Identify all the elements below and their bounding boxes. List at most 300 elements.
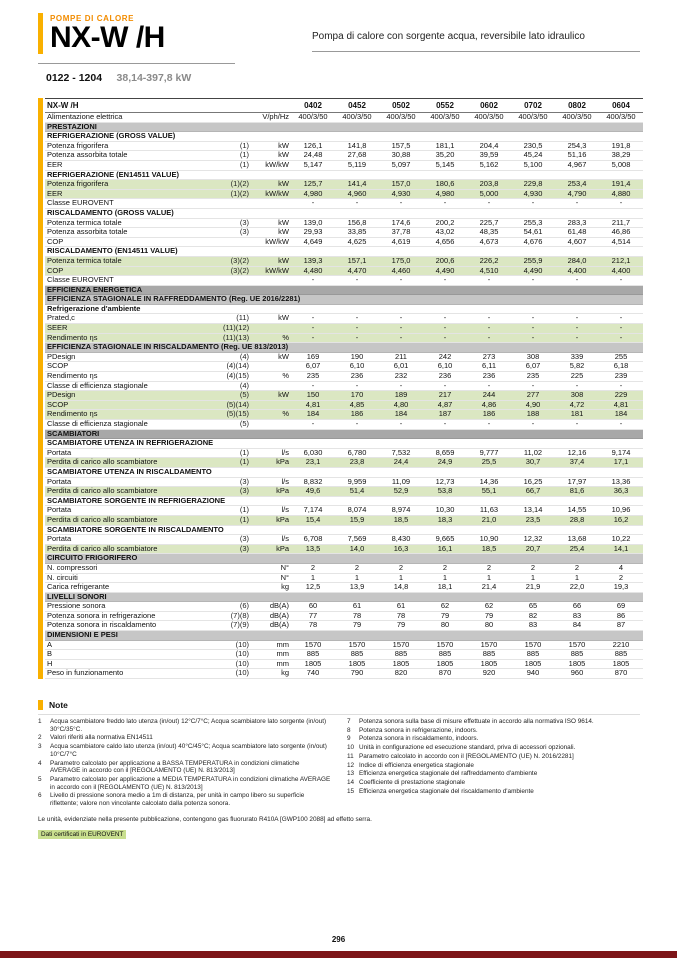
spec-unit — [251, 276, 291, 286]
spec-row — [45, 583, 643, 593]
spec-unit: kW — [251, 218, 291, 228]
spec-value: 308 — [511, 352, 555, 362]
spec-value: 400/3/50 — [599, 113, 643, 123]
spec-ref: (1) — [221, 151, 251, 161]
section-label: SCAMBIATORI — [45, 429, 643, 439]
spec-value: 4,967 — [555, 160, 599, 170]
spec-value: - — [555, 333, 599, 343]
spec-value: 885 — [423, 650, 467, 660]
spec-value: 4,81 — [599, 400, 643, 410]
spec-value: 18,5 — [379, 515, 423, 525]
spec-label: H — [45, 659, 221, 669]
spec-value: 4 — [599, 563, 643, 573]
spec-row — [45, 400, 643, 410]
spec-value: 45,24 — [511, 151, 555, 161]
spec-row — [45, 515, 643, 525]
spec-value: 239 — [599, 372, 643, 382]
spec-value: - — [555, 276, 599, 286]
spec-value: 188 — [511, 410, 555, 420]
spec-value: 83 — [555, 611, 599, 621]
spec-unit: V/ph/Hz — [251, 113, 291, 123]
spec-value: 1570 — [511, 640, 555, 650]
spec-value: 79 — [379, 621, 423, 631]
spec-value: 9,959 — [335, 477, 379, 487]
spec-row — [45, 372, 643, 382]
table-title: NX-W /H — [45, 99, 221, 113]
spec-value: 4,490 — [511, 266, 555, 276]
spec-value: 1570 — [291, 640, 335, 650]
spec-row — [45, 535, 643, 545]
spec-value: 4,607 — [555, 237, 599, 247]
spec-value: - — [291, 276, 335, 286]
spec-unit: % — [251, 410, 291, 420]
spec-label: Perdita di carico allo scambiatore — [45, 515, 221, 525]
spec-ref: (5) — [221, 420, 251, 430]
spec-value: 156,8 — [335, 218, 379, 228]
spec-value: 66 — [555, 602, 599, 612]
spec-value: 79 — [467, 611, 511, 621]
spec-ref: (11) — [221, 314, 251, 324]
spec-value: - — [423, 314, 467, 324]
spec-unit: mm — [251, 640, 291, 650]
note-number: 3 — [38, 743, 42, 751]
spec-value: 255,3 — [511, 218, 555, 228]
spec-value: 37,78 — [379, 228, 423, 238]
spec-value: 16,3 — [379, 544, 423, 554]
spec-value: 13,9 — [335, 583, 379, 593]
spec-value: 18,3 — [423, 515, 467, 525]
spec-label: Potenza termica totale — [45, 256, 221, 266]
spec-ref: (11)(13) — [223, 333, 250, 342]
spec-label: Portata — [45, 448, 221, 458]
model-header-row — [45, 99, 643, 113]
spec-value: 203,8 — [467, 180, 511, 190]
spec-value: 60 — [291, 602, 335, 612]
spec-value: 52,9 — [379, 487, 423, 497]
spec-label: Prated,c — [45, 314, 221, 324]
power-range: 38,14-397,8 kW — [116, 72, 192, 84]
spec-value: 24,48 — [291, 151, 335, 161]
spec-label: Potenza frigorifera — [45, 180, 221, 190]
spec-value: 157,0 — [379, 180, 423, 190]
spec-value: 13,68 — [555, 535, 599, 545]
spec-ref: (5) — [221, 391, 251, 401]
spec-value: 2 — [379, 563, 423, 573]
spec-value: 1570 — [555, 640, 599, 650]
spec-value: - — [423, 333, 467, 343]
spec-ref: (4) — [221, 352, 251, 362]
spec-value: 5,100 — [511, 160, 555, 170]
spec-unit — [251, 362, 291, 372]
section-header-row — [45, 496, 643, 506]
spec-row — [45, 160, 643, 170]
spec-ref: (4)(14) — [221, 362, 251, 372]
note-text: Efficienza energetica stagionale del riscaldamento d'ambiente — [359, 787, 534, 795]
spec-value: 46,86 — [599, 228, 643, 238]
spec-row — [45, 381, 643, 391]
spec-row — [45, 544, 643, 554]
spec-value: 27,68 — [335, 151, 379, 161]
spec-value: 7,532 — [379, 448, 423, 458]
spec-value: 920 — [467, 669, 511, 679]
spec-value: 273 — [467, 352, 511, 362]
spec-value: 37,4 — [555, 458, 599, 468]
spec-value: 211,7 — [599, 218, 643, 228]
spec-value: 81,6 — [555, 487, 599, 497]
section-label: SCAMBIATORE SORGENTE IN REFRIGERAZIONE — [45, 496, 643, 506]
note-item — [38, 776, 331, 791]
spec-value: 212,1 — [599, 256, 643, 266]
spec-unit: kW — [251, 391, 291, 401]
spec-value: 1570 — [467, 640, 511, 650]
section-label: EFFICIENZA ENERGETICA — [45, 285, 643, 295]
spec-label: A — [45, 640, 221, 650]
spec-ref: (3) — [221, 228, 251, 238]
spec-value: 244 — [467, 391, 511, 401]
page-number: 296 — [331, 935, 346, 944]
spec-row — [45, 621, 643, 631]
spec-value: 1805 — [511, 659, 555, 669]
spec-value: 4,470 — [335, 266, 379, 276]
section-header-row — [45, 122, 643, 132]
section-header-row — [45, 304, 643, 314]
spec-value: 870 — [599, 669, 643, 679]
spec-value: - — [335, 314, 379, 324]
spec-row — [45, 410, 643, 420]
model-col-header: 0502 — [379, 99, 423, 113]
spec-row — [45, 563, 643, 573]
spec-value: 400/3/50 — [291, 113, 335, 123]
section-header-row — [45, 429, 643, 439]
spec-row — [45, 669, 643, 679]
spec-value: 790 — [335, 669, 379, 679]
spec-unit: N° — [251, 563, 291, 573]
spec-ref: (1)(2) — [221, 189, 251, 199]
note-number: 14 — [347, 778, 355, 786]
spec-value: 29,93 — [291, 228, 335, 238]
notes-title: Note — [38, 700, 640, 710]
note-item — [38, 743, 331, 758]
spec-value: 16,1 — [423, 544, 467, 554]
spec-value: 187 — [423, 410, 467, 420]
spec-ref — [221, 276, 251, 286]
spec-value: - — [467, 314, 511, 324]
spec-value: 8,074 — [335, 506, 379, 516]
spec-value: - — [599, 324, 643, 334]
spec-ref: (1) — [221, 448, 251, 458]
spec-value: 17,1 — [599, 458, 643, 468]
spec-ref: (4)(15) — [221, 372, 251, 382]
spec-value: - — [291, 420, 335, 430]
spec-ref — [221, 237, 251, 247]
section-header-row — [45, 554, 643, 564]
spec-value: - — [335, 333, 379, 343]
spec-value: 174,6 — [379, 218, 423, 228]
spec-unit: kW — [251, 180, 291, 190]
spec-label: EER — [45, 189, 221, 199]
spec-value: 1805 — [335, 659, 379, 669]
spec-unit: kW — [251, 228, 291, 238]
spec-value: - — [291, 199, 335, 209]
spec-unit: kg — [251, 583, 291, 593]
spec-value: 6,01 — [379, 362, 423, 372]
spec-row — [45, 266, 643, 276]
spec-value: - — [379, 420, 423, 430]
spec-ref: (7)(8) — [221, 611, 251, 621]
spec-row — [45, 573, 643, 583]
spec-label: Classe di efficienza stagionale — [45, 420, 221, 430]
spec-value: 1805 — [467, 659, 511, 669]
section-header-row — [45, 132, 643, 142]
spec-value: - — [511, 324, 555, 334]
spec-value: 175,0 — [379, 256, 423, 266]
spec-unit — [251, 400, 291, 410]
spec-value: 14,1 — [599, 544, 643, 554]
spec-row — [45, 650, 643, 660]
spec-value: - — [511, 381, 555, 391]
spec-value: 229 — [599, 391, 643, 401]
spec-value: 1570 — [335, 640, 379, 650]
spec-value: 1805 — [599, 659, 643, 669]
spec-value: 235 — [291, 372, 335, 382]
section-label: REFRIGERAZIONE (EN14511 VALUE) — [45, 170, 643, 180]
section-header-row — [45, 467, 643, 477]
spec-unit: l/s — [251, 506, 291, 516]
spec-value: 9,665 — [423, 535, 467, 545]
spec-value: 1805 — [423, 659, 467, 669]
spec-value: - — [335, 199, 379, 209]
spec-unit — [251, 420, 291, 430]
spec-value: 225,7 — [467, 218, 511, 228]
spec-label: Classe EUROVENT — [45, 199, 221, 209]
title-text — [50, 13, 165, 54]
spec-label: Rendimento ηs — [45, 410, 221, 420]
spec-value: 35,20 — [423, 151, 467, 161]
spec-table-wrap — [38, 98, 640, 679]
spec-value: 8,430 — [379, 535, 423, 545]
spec-row — [45, 640, 643, 650]
spec-value: 1 — [423, 573, 467, 583]
spec-row — [45, 113, 643, 123]
model-col-header: 0604 — [599, 99, 643, 113]
section-header-row — [45, 343, 643, 353]
spec-value: 4,880 — [599, 189, 643, 199]
spec-value: 1 — [555, 573, 599, 583]
spec-value: - — [291, 381, 335, 391]
spec-value: - — [467, 199, 511, 209]
spec-ref: (5)(14) — [221, 400, 251, 410]
spec-value: 11,63 — [467, 506, 511, 516]
spec-value: - — [511, 314, 555, 324]
spec-value: 4,72 — [555, 400, 599, 410]
spec-unit: kW — [251, 151, 291, 161]
spec-value: 242 — [423, 352, 467, 362]
spec-ref — [221, 583, 251, 593]
section-header-row — [45, 631, 643, 641]
spec-value: 211 — [379, 352, 423, 362]
spec-value: 4,400 — [555, 266, 599, 276]
spec-label: Classe di efficienza stagionale — [45, 381, 221, 391]
spec-unit: kW/kW — [251, 160, 291, 170]
spec-value: 236 — [423, 372, 467, 382]
spec-value: 36,3 — [599, 487, 643, 497]
spec-value: 18,1 — [423, 583, 467, 593]
note-item — [347, 753, 640, 761]
note-number: 6 — [38, 792, 42, 800]
spec-value: 8,974 — [379, 506, 423, 516]
note-text: Potenza sonora sulla base di misure effettuate in accordo alla normativa ISO 9614. — [359, 718, 594, 725]
spec-value: 5,119 — [335, 160, 379, 170]
note-number: 8 — [347, 726, 351, 734]
spec-label: Classe EUROVENT — [45, 276, 221, 286]
spec-value: 4,460 — [379, 266, 423, 276]
spec-value: 30,88 — [379, 151, 423, 161]
spec-unit: kW — [251, 314, 291, 324]
spec-unit — [251, 199, 291, 209]
spec-value: 253,4 — [555, 180, 599, 190]
spec-value: 4,960 — [335, 189, 379, 199]
spec-value: - — [335, 276, 379, 286]
spec-value: 4,80 — [379, 400, 423, 410]
spec-value: 14,8 — [379, 583, 423, 593]
model-col-header: 0452 — [335, 99, 379, 113]
eurovent-certified-badge: Dati certificati in EUROVENT — [38, 830, 126, 839]
section-header-row — [45, 295, 643, 305]
accent-bar — [38, 13, 43, 54]
spec-ref: (1) — [221, 458, 251, 468]
spec-value: 191,8 — [599, 141, 643, 151]
spec-value: 6,030 — [291, 448, 335, 458]
spec-value: 51,16 — [555, 151, 599, 161]
note-item — [38, 760, 331, 775]
note-item — [347, 762, 640, 770]
spec-value: 184 — [291, 410, 335, 420]
spec-value: 2210 — [599, 640, 643, 650]
spec-unit: kW/kW — [251, 189, 291, 199]
spec-row — [45, 141, 643, 151]
note-item — [347, 718, 640, 726]
spec-value: - — [599, 276, 643, 286]
spec-value: 885 — [291, 650, 335, 660]
spec-value: 54,61 — [511, 228, 555, 238]
spec-ref: (1) — [221, 506, 251, 516]
spec-unit: l/s — [251, 448, 291, 458]
spec-value: 960 — [555, 669, 599, 679]
spec-value: 65 — [511, 602, 555, 612]
spec-value: 69 — [599, 602, 643, 612]
unit-col-head — [251, 99, 291, 113]
spec-value: 400/3/50 — [511, 113, 555, 123]
spec-value: 17,97 — [555, 477, 599, 487]
spec-value: 8,659 — [423, 448, 467, 458]
note-number: 9 — [347, 735, 351, 743]
spec-row — [45, 659, 643, 669]
title-block — [38, 13, 165, 54]
spec-value: 24,4 — [379, 458, 423, 468]
spec-value: 12,73 — [423, 477, 467, 487]
spec-row — [45, 180, 643, 190]
spec-row — [45, 448, 643, 458]
notes-left-column — [38, 718, 331, 809]
spec-label: Alimentazione elettrica — [45, 113, 221, 123]
spec-row — [45, 362, 643, 372]
note-number: 4 — [38, 759, 42, 767]
spec-value: 339 — [555, 352, 599, 362]
spec-unit: mm — [251, 659, 291, 669]
spec-ref: (3) — [221, 535, 251, 545]
spec-unit: mm — [251, 650, 291, 660]
section-label: CIRCUITO FRIGORIFERO — [45, 554, 643, 564]
spec-value: - — [335, 420, 379, 430]
note-text: Potenza sonora in refrigerazione, indoors. — [359, 726, 478, 734]
spec-label: Potenza termica totale — [45, 218, 221, 228]
section-header-row — [45, 247, 643, 257]
spec-value: 78 — [379, 611, 423, 621]
spec-value: 181,1 — [423, 141, 467, 151]
note-text: Coefficiente di prestazione stagionale — [359, 778, 466, 786]
spec-label: PDesign — [45, 391, 221, 401]
spec-ref — [221, 563, 251, 573]
spec-ref: (3)(2) — [221, 256, 251, 266]
note-item — [38, 734, 331, 742]
spec-value: - — [423, 381, 467, 391]
spec-value: - — [599, 381, 643, 391]
spec-unit: kPa — [251, 544, 291, 554]
spec-unit: l/s — [251, 477, 291, 487]
spec-value: 126,1 — [291, 141, 335, 151]
spec-row — [45, 487, 643, 497]
note-number: 11 — [347, 752, 354, 760]
section-header-row — [45, 170, 643, 180]
spec-row — [45, 333, 643, 343]
spec-label: Potenza sonora in refrigerazione — [45, 611, 221, 621]
spec-value: 6,07 — [511, 362, 555, 372]
spec-label: Carica refrigerante — [45, 583, 221, 593]
spec-value: 9,777 — [467, 448, 511, 458]
section-label: SCAMBIATORE UTENZA IN RISCALDAMENTO — [45, 467, 643, 477]
spec-ref — [221, 573, 251, 583]
spec-value: 139,0 — [291, 218, 335, 228]
spec-value: 24,9 — [423, 458, 467, 468]
spec-value: - — [599, 333, 643, 343]
spec-unit — [251, 324, 291, 334]
spec-ref: (3) — [221, 218, 251, 228]
spec-value: 4,656 — [423, 237, 467, 247]
spec-unit: kW — [251, 141, 291, 151]
range-line — [38, 63, 235, 86]
spec-row — [45, 256, 643, 266]
spec-value: 255 — [599, 352, 643, 362]
spec-ref: (3) — [221, 477, 251, 487]
spec-value: 189 — [379, 391, 423, 401]
note-item — [347, 735, 640, 743]
spec-value: 10,96 — [599, 506, 643, 516]
spec-value: 2 — [555, 563, 599, 573]
spec-value: - — [599, 199, 643, 209]
spec-value: 277 — [511, 391, 555, 401]
spec-value: 254,3 — [555, 141, 599, 151]
spec-ref: (3) — [221, 544, 251, 554]
spec-value: 186 — [335, 410, 379, 420]
spec-value: 400/3/50 — [379, 113, 423, 123]
spec-value: 12,32 — [511, 535, 555, 545]
spec-value: 4,87 — [423, 400, 467, 410]
spec-row — [45, 506, 643, 516]
spec-value: 21,4 — [467, 583, 511, 593]
spec-unit: % — [251, 333, 291, 343]
section-header-row — [45, 592, 643, 602]
model-col-header: 0402 — [291, 99, 335, 113]
